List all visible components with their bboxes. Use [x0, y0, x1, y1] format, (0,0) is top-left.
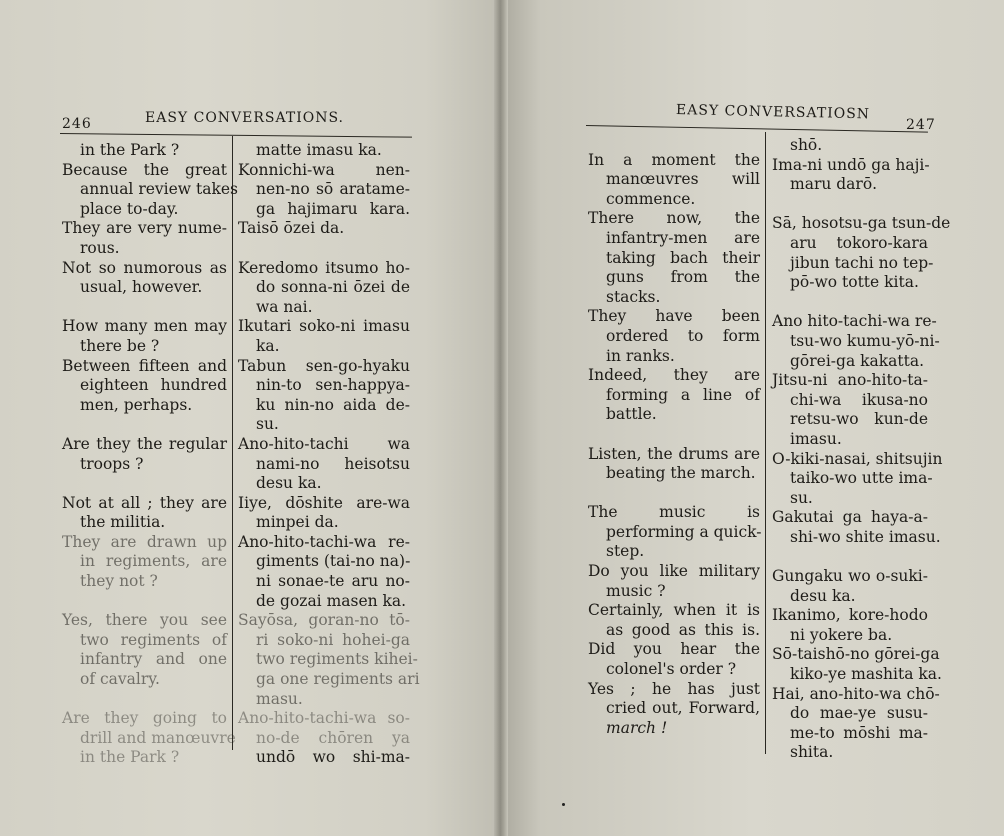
text-line: ri soko-ni hohei-ga: [256, 630, 410, 649]
text-line: two regiments of: [80, 630, 227, 649]
text-line: music ?: [606, 581, 666, 600]
text-line: Indeed, they are: [588, 366, 760, 385]
text-line: chi-wa ikusa-no: [790, 390, 928, 409]
text-line: Because the great: [62, 160, 227, 179]
text-line: Iiye, dōshite are-wa: [238, 493, 410, 512]
text-line: [62, 690, 227, 710]
text-line: Gungaku wo o-suki-: [772, 567, 928, 586]
text-line: aru tokoro-kara: [790, 233, 928, 252]
text-line: Jitsu-ni ano-hito-ta-: [772, 371, 928, 390]
text-line: minpei da.: [256, 513, 339, 532]
text-line: Ima-ni undō ga haji-: [772, 155, 930, 174]
text-line: su.: [256, 415, 279, 434]
text-line: drill and manœuvre: [80, 728, 236, 747]
text-line: [62, 415, 227, 435]
text-line: Taisō ōzei da.: [238, 219, 345, 238]
text-line: [772, 195, 928, 215]
text-line: of cavalry.: [80, 670, 160, 689]
text-line: two regiments kihei-: [256, 650, 418, 669]
text-line: O-kiki-nasai, shitsujin: [772, 449, 943, 468]
text-line: troops ?: [80, 454, 144, 473]
text-line: matte imasu ka.: [256, 141, 382, 159]
right-page-number: 247: [906, 117, 936, 133]
text-line: eighteen hundred: [80, 376, 227, 395]
text-line: taking bach their: [606, 248, 760, 267]
text-line: march !: [606, 718, 668, 737]
text-line: Hai, ano-hito-wa chō-: [772, 684, 940, 703]
text-line: Ano-hito-tachi-wa re-: [238, 532, 410, 551]
text-line: Are they going to: [62, 709, 227, 728]
text-line: undō wo shi-ma-: [256, 748, 410, 767]
text-line: taiko-wo utte ima-: [790, 469, 933, 488]
text-line: Not at all ; they are: [62, 493, 227, 512]
text-line: in regiments, are: [80, 552, 227, 571]
text-line: manœuvres will: [606, 170, 760, 189]
text-line: [238, 239, 410, 259]
text-line: Keredomo itsumo ho-: [238, 258, 410, 277]
right-japanese-column: [772, 136, 951, 763]
text-line: nami-no heisotsu: [256, 454, 410, 473]
text-line: Not so numorous as: [62, 258, 227, 277]
text-line: The music is: [588, 503, 760, 522]
left-column-divider: [232, 136, 233, 750]
text-line: ga one regiments ari: [256, 670, 420, 689]
text-line: Between fifteen and: [62, 356, 227, 375]
right-english-column: [588, 131, 760, 738]
text-line: Sayōsa, goran-no tō-: [238, 611, 410, 630]
text-line: giments (tai-no na)-: [256, 552, 411, 571]
text-line: they not ?: [80, 572, 158, 591]
text-line: infantry and one: [80, 650, 227, 669]
text-line: colonel's order ?: [606, 660, 737, 679]
text-line: jibun tachi no tep-: [790, 253, 934, 272]
text-line: nen-no sō aratame-: [256, 180, 410, 199]
text-line: [588, 484, 760, 504]
text-line: Sā, hosotsu-ga tsun-de: [772, 214, 951, 233]
text-line: nin-to sen-happya-: [256, 376, 410, 395]
text-line: rous.: [80, 238, 120, 257]
text-line: infantry-men are: [606, 228, 760, 247]
text-line: Konnichi-wa nen-: [238, 160, 410, 179]
text-line: ga hajimaru kara.: [256, 199, 410, 218]
text-line: masu.: [256, 689, 303, 708]
text-line: in the Park ?: [80, 748, 180, 767]
text-line: usual, however.: [80, 278, 203, 297]
text-line: shō.: [790, 136, 823, 154]
text-line: beating the march.: [606, 464, 756, 483]
text-line: annual review takes: [80, 180, 238, 199]
text-line: de gozai masen ka.: [256, 591, 407, 610]
book-gutter: [494, 0, 508, 836]
text-line: step.: [606, 542, 645, 561]
text-line: [62, 474, 227, 494]
text-line: Ano-hito-tachi-wa so-: [238, 709, 410, 728]
text-line: Do you like military: [588, 562, 760, 581]
text-line: no-de chōren ya: [256, 728, 410, 747]
text-line: imasu.: [790, 429, 842, 448]
text-line: They have been: [588, 307, 760, 326]
text-line: in ranks.: [606, 346, 675, 365]
text-line: [62, 298, 227, 318]
text-line: ni yokere ba.: [790, 625, 893, 644]
text-line: ku nin-no aida de-: [256, 395, 410, 414]
text-line: Ikanimo, kore-hodo: [772, 606, 928, 625]
left-running-head: EASY CONVERSATIONS.: [145, 110, 344, 126]
right-column-divider: [765, 132, 766, 754]
text-line: battle.: [606, 405, 657, 424]
text-line: [588, 131, 760, 151]
text-line: me-to mōshi ma-: [790, 723, 928, 742]
text-line: ordered to form: [606, 326, 760, 345]
text-line: Ano-hito-tachi wa: [238, 434, 410, 453]
text-line: Did you hear the: [588, 640, 760, 659]
text-line: [588, 425, 760, 445]
text-line: wa nai.: [256, 297, 313, 316]
text-line: There now, the: [588, 209, 760, 228]
text-line: performing a quick-: [606, 522, 762, 541]
text-line: ka.: [256, 336, 280, 355]
text-line: Tabun sen-go-hyaku: [238, 356, 410, 375]
text-line: Yes ; he has just: [588, 679, 760, 698]
text-line: [62, 592, 227, 612]
text-line: guns from the: [606, 268, 760, 287]
text-line: ni sonae-te aru no-: [256, 572, 410, 591]
left-japanese-column: [238, 141, 420, 768]
text-line: Are they the regular: [62, 434, 227, 453]
text-line: as good as this is.: [606, 620, 760, 639]
ink-speck: [562, 803, 565, 806]
text-line: Certainly, when it is: [588, 601, 760, 620]
text-line: Listen, the drums are: [588, 444, 760, 463]
text-line: Gakutai ga haya-a-: [772, 508, 928, 527]
text-line: desu ka.: [790, 586, 856, 605]
text-line: They are drawn up: [62, 532, 227, 551]
text-line: How many men may: [62, 317, 227, 336]
text-line: tsu-wo kumu-yō-ni-: [790, 331, 940, 350]
text-line: In a moment the: [588, 150, 760, 169]
left-english-column: [62, 141, 238, 768]
text-line: men, perhaps.: [80, 395, 193, 414]
text-line: retsu-wo kun-de: [790, 410, 928, 429]
text-line: there be ?: [80, 336, 160, 355]
text-line: pō-wo totte kita.: [790, 273, 919, 292]
text-line: maru darō.: [790, 175, 878, 194]
text-line: forming a line of: [606, 385, 760, 404]
left-page-number: 246: [62, 116, 92, 132]
text-line: desu ka.: [256, 474, 322, 493]
text-line: gōrei-ga kakatta.: [790, 351, 925, 370]
text-line: Ikutari soko-ni imasu: [238, 317, 410, 336]
text-line: kiko-ye mashita ka.: [790, 665, 942, 684]
text-line: do mae-ye susu-: [790, 704, 928, 723]
text-line: Ano hito-tachi-wa re-: [772, 312, 937, 331]
text-line: do sonna-ni ōzei de: [256, 278, 410, 297]
text-line: [772, 293, 928, 313]
text-line: shi-wo shite imasu.: [790, 527, 941, 546]
text-line: Sō-taishō-no gōrei-ga: [772, 645, 940, 664]
text-line: cried out, Forward,: [606, 699, 760, 718]
text-line: shita.: [790, 743, 834, 762]
right-running-head: EASY CONVERSATIOSN: [675, 102, 871, 123]
text-line: commence.: [606, 189, 696, 208]
text-line: They are very nume-: [62, 219, 227, 238]
text-line: in the Park ?: [80, 141, 180, 159]
text-line: [772, 547, 928, 567]
text-line: su.: [790, 488, 813, 507]
text-line: the militia.: [80, 513, 166, 532]
text-line: stacks.: [606, 287, 661, 306]
text-line: place to-day.: [80, 199, 179, 218]
text-line: Yes, there you see: [62, 611, 227, 630]
